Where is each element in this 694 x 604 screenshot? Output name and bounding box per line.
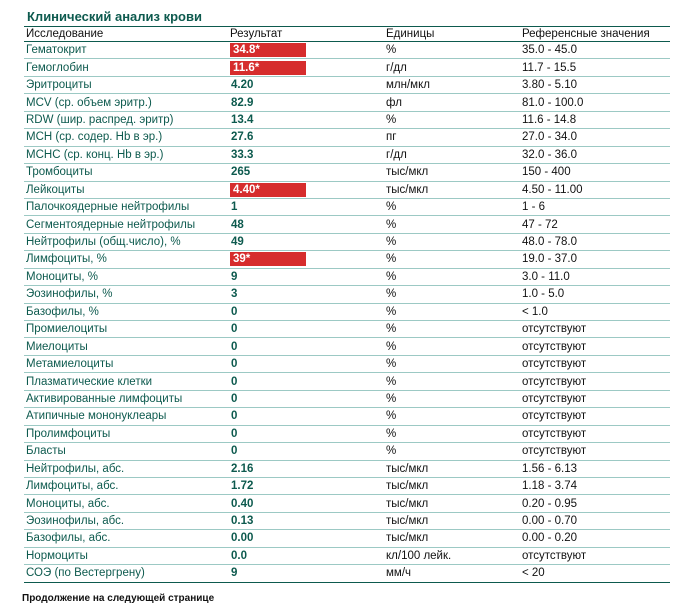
reference-range: 1.18 - 3.74 <box>522 480 577 493</box>
table-row <box>24 129 670 146</box>
result-value: 0 <box>231 445 238 458</box>
reference-range: 3.0 - 11.0 <box>522 270 570 283</box>
test-name: MCHC (ср. конц. Hb в эр.) <box>26 148 164 161</box>
test-name: Миелоциты <box>26 340 88 353</box>
test-name: Гематокрит <box>26 44 87 57</box>
table-row <box>24 338 670 355</box>
reference-range: 150 - 400 <box>522 166 571 179</box>
units: % <box>386 358 397 371</box>
result-value: 0 <box>231 340 238 353</box>
result-cell <box>230 565 310 581</box>
result-value: 1 <box>231 201 238 214</box>
table-row <box>24 164 670 181</box>
units: тыс/мкл <box>386 497 429 510</box>
reference-range: отсутствуют <box>522 375 587 388</box>
units: % <box>386 270 397 283</box>
units: тыс/мкл <box>386 183 429 196</box>
reference-range: отсутствуют <box>522 323 587 336</box>
table-row <box>24 199 670 216</box>
table-row <box>24 286 670 303</box>
reference-range: 1.0 - 5.0 <box>522 288 565 301</box>
table-row <box>24 495 670 512</box>
result-cell <box>230 286 310 302</box>
result-value: 2.16 <box>231 462 254 475</box>
units: % <box>386 323 397 336</box>
result-value: 0 <box>231 410 238 423</box>
result-cell <box>230 338 310 354</box>
result-value: 0 <box>231 427 238 440</box>
table-row <box>24 112 670 129</box>
table-row <box>24 373 670 390</box>
result-cell <box>230 216 310 232</box>
continuation-note: Продолжение на следующей странице <box>22 593 215 604</box>
units: % <box>386 305 397 318</box>
result-cell <box>230 77 310 93</box>
result-cell <box>230 443 310 459</box>
test-name: Промиелоциты <box>26 323 108 336</box>
reference-range: 0.00 - 0.20 <box>522 532 577 545</box>
result-cell <box>230 251 310 267</box>
units: тыс/мкл <box>386 480 429 493</box>
units: % <box>386 410 397 423</box>
reference-range: отсутствуют <box>522 427 587 440</box>
test-name: Метамиелоциты <box>26 358 114 371</box>
reference-range: 47 - 72 <box>522 218 558 231</box>
report-title: Клинический анализ крови <box>27 9 202 24</box>
units: кл/100 лейк. <box>386 549 452 562</box>
table-row <box>24 182 670 199</box>
units: % <box>386 201 397 214</box>
table-row <box>24 478 670 495</box>
units: фл <box>386 96 402 109</box>
result-value: 3 <box>231 288 238 301</box>
result-cell <box>230 373 310 389</box>
units: тыс/мкл <box>386 166 429 179</box>
reference-range: 35.0 - 45.0 <box>522 44 577 57</box>
result-value: 9 <box>231 567 238 580</box>
result-value-flagged: 39* <box>230 252 306 266</box>
units: % <box>386 392 397 405</box>
result-value: 27.6 <box>231 131 254 144</box>
test-name: Моноциты, % <box>26 270 99 283</box>
reference-range: отсутствуют <box>522 549 587 562</box>
result-value: 0 <box>231 323 238 336</box>
result-value: 0 <box>231 375 238 388</box>
test-name: Эозинофилы, % <box>26 288 113 301</box>
test-name: Базофилы, абс. <box>26 532 111 545</box>
result-cell <box>230 495 310 511</box>
test-name: Эозинофилы, абс. <box>26 515 125 528</box>
result-value-flagged: 11.6* <box>230 61 306 75</box>
units: % <box>386 44 397 57</box>
table-row <box>24 234 670 251</box>
table-row <box>24 443 670 460</box>
reference-range: отсутствуют <box>522 358 587 371</box>
test-name: Нейтрофилы (общ.число), % <box>26 236 181 249</box>
test-name: Нормоциты <box>26 549 88 562</box>
result-cell <box>230 129 310 145</box>
result-cell <box>230 269 310 285</box>
table-row <box>24 408 670 425</box>
units: г/дл <box>386 61 407 74</box>
reference-range: отсутствуют <box>522 445 587 458</box>
units: г/дл <box>386 148 407 161</box>
test-name: Атипичные мононуклеары <box>26 410 167 423</box>
test-name: СОЭ (по Вестергрену) <box>26 567 145 580</box>
table-row <box>24 461 670 478</box>
results-table <box>24 26 670 583</box>
test-name: Моноциты, абс. <box>26 497 110 510</box>
result-value: 48 <box>231 218 244 231</box>
test-name: Пролимфоциты <box>26 427 111 440</box>
header-name: Исследование <box>26 28 104 40</box>
result-cell <box>230 112 310 128</box>
result-cell <box>230 408 310 424</box>
reference-range: отсутствуют <box>522 410 587 423</box>
units: % <box>386 340 397 353</box>
result-cell <box>230 59 310 75</box>
units: тыс/мкл <box>386 515 429 528</box>
units: тыс/мкл <box>386 532 429 545</box>
result-value: 33.3 <box>231 148 254 161</box>
result-cell <box>230 199 310 215</box>
units: тыс/мкл <box>386 462 429 475</box>
test-name: Лейкоциты <box>26 183 85 196</box>
reference-range: 27.0 - 34.0 <box>522 131 577 144</box>
units: % <box>386 288 397 301</box>
table-row <box>24 391 670 408</box>
reference-range: отсутствуют <box>522 392 587 405</box>
result-cell <box>230 321 310 337</box>
result-value: 0 <box>231 392 238 405</box>
result-value: 0.40 <box>231 497 254 510</box>
table-header <box>24 26 670 42</box>
units: % <box>386 236 397 249</box>
reference-range: 11.6 - 14.8 <box>522 113 577 126</box>
test-name: Палочкоядерные нейтрофилы <box>26 201 190 214</box>
test-name: Эритроциты <box>26 79 92 92</box>
table-row <box>24 94 670 111</box>
table-body <box>24 42 670 583</box>
result-value: 1.72 <box>231 480 254 493</box>
reference-range: 32.0 - 36.0 <box>522 148 577 161</box>
result-value: 0 <box>231 305 238 318</box>
units: % <box>386 113 397 126</box>
reference-range: 11.7 - 15.5 <box>522 61 577 74</box>
test-name: RDW (шир. распред. эритр) <box>26 113 174 126</box>
result-value-flagged: 34.8* <box>230 43 306 57</box>
result-cell <box>230 461 310 477</box>
result-cell <box>230 234 310 250</box>
test-name: Плазматические клетки <box>26 375 153 388</box>
reference-range: 1 - 6 <box>522 201 546 214</box>
header-result: Результат <box>230 28 283 40</box>
table-row <box>24 42 670 59</box>
reference-range: 48.0 - 78.0 <box>522 236 577 249</box>
result-cell <box>230 548 310 564</box>
table-row <box>24 548 670 565</box>
header-reference: Референсные значения <box>522 28 650 40</box>
table-row <box>24 269 670 286</box>
result-cell <box>230 94 310 110</box>
test-name: Бласты <box>26 445 66 458</box>
test-name: Лимфоциты, % <box>26 253 107 266</box>
table-row <box>24 565 670 582</box>
result-value: 265 <box>231 166 251 179</box>
result-cell <box>230 426 310 442</box>
table-row <box>24 321 670 338</box>
result-value: 13.4 <box>231 113 254 126</box>
test-name: Нейтрофилы, абс. <box>26 462 125 475</box>
reference-range: 19.0 - 37.0 <box>522 253 577 266</box>
result-cell <box>230 182 310 198</box>
table-row <box>24 251 670 268</box>
result-value-flagged: 4.40* <box>230 183 306 197</box>
result-cell <box>230 356 310 372</box>
units: пг <box>386 131 397 144</box>
units: % <box>386 218 397 231</box>
units: мм/ч <box>386 567 411 580</box>
test-name: Базофилы, % <box>26 305 99 318</box>
units: % <box>386 445 397 458</box>
test-name: Активированные лимфоциты <box>26 392 183 405</box>
result-value: 82.9 <box>231 96 254 109</box>
reference-range: < 20 <box>522 567 545 580</box>
result-cell <box>230 42 310 58</box>
reference-range: 0.20 - 0.95 <box>522 497 577 510</box>
result-cell <box>230 304 310 320</box>
result-value: 0.00 <box>231 532 254 545</box>
table-row <box>24 356 670 373</box>
reference-range: 0.00 - 0.70 <box>522 515 577 528</box>
header-units: Единицы <box>386 28 435 40</box>
test-name: Лимфоциты, абс. <box>26 480 119 493</box>
table-row <box>24 304 670 321</box>
result-value: 0.0 <box>231 549 247 562</box>
reference-range: < 1.0 <box>522 305 548 318</box>
result-cell <box>230 530 310 546</box>
reference-range: 1.56 - 6.13 <box>522 462 577 475</box>
units: % <box>386 253 397 266</box>
reference-range: 4.50 - 11.00 <box>522 183 583 196</box>
reference-range: 3.80 - 5.10 <box>522 79 577 92</box>
test-name: Тромбоциты <box>26 166 93 179</box>
table-row <box>24 513 670 530</box>
result-cell <box>230 164 310 180</box>
table-row <box>24 77 670 94</box>
result-cell <box>230 513 310 529</box>
result-value: 9 <box>231 270 238 283</box>
units: млн/мкл <box>386 79 430 92</box>
result-value: 0 <box>231 358 238 371</box>
table-row <box>24 216 670 233</box>
reference-range: отсутствуют <box>522 340 587 353</box>
table-row <box>24 59 670 76</box>
test-name: Сегментоядерные нейтрофилы <box>26 218 196 231</box>
result-cell <box>230 147 310 163</box>
test-name: MCH (ср. содер. Hb в эр.) <box>26 131 163 144</box>
test-name: MCV (ср. объем эритр.) <box>26 96 152 109</box>
table-row <box>24 147 670 164</box>
result-value: 4.20 <box>231 79 254 92</box>
result-value: 49 <box>231 236 244 249</box>
reference-range: 81.0 - 100.0 <box>522 96 584 109</box>
result-value: 0.13 <box>231 515 254 528</box>
table-row <box>24 530 670 547</box>
units: % <box>386 375 397 388</box>
units: % <box>386 427 397 440</box>
result-cell <box>230 391 310 407</box>
test-name: Гемоглобин <box>26 61 89 74</box>
table-row <box>24 426 670 443</box>
result-cell <box>230 478 310 494</box>
